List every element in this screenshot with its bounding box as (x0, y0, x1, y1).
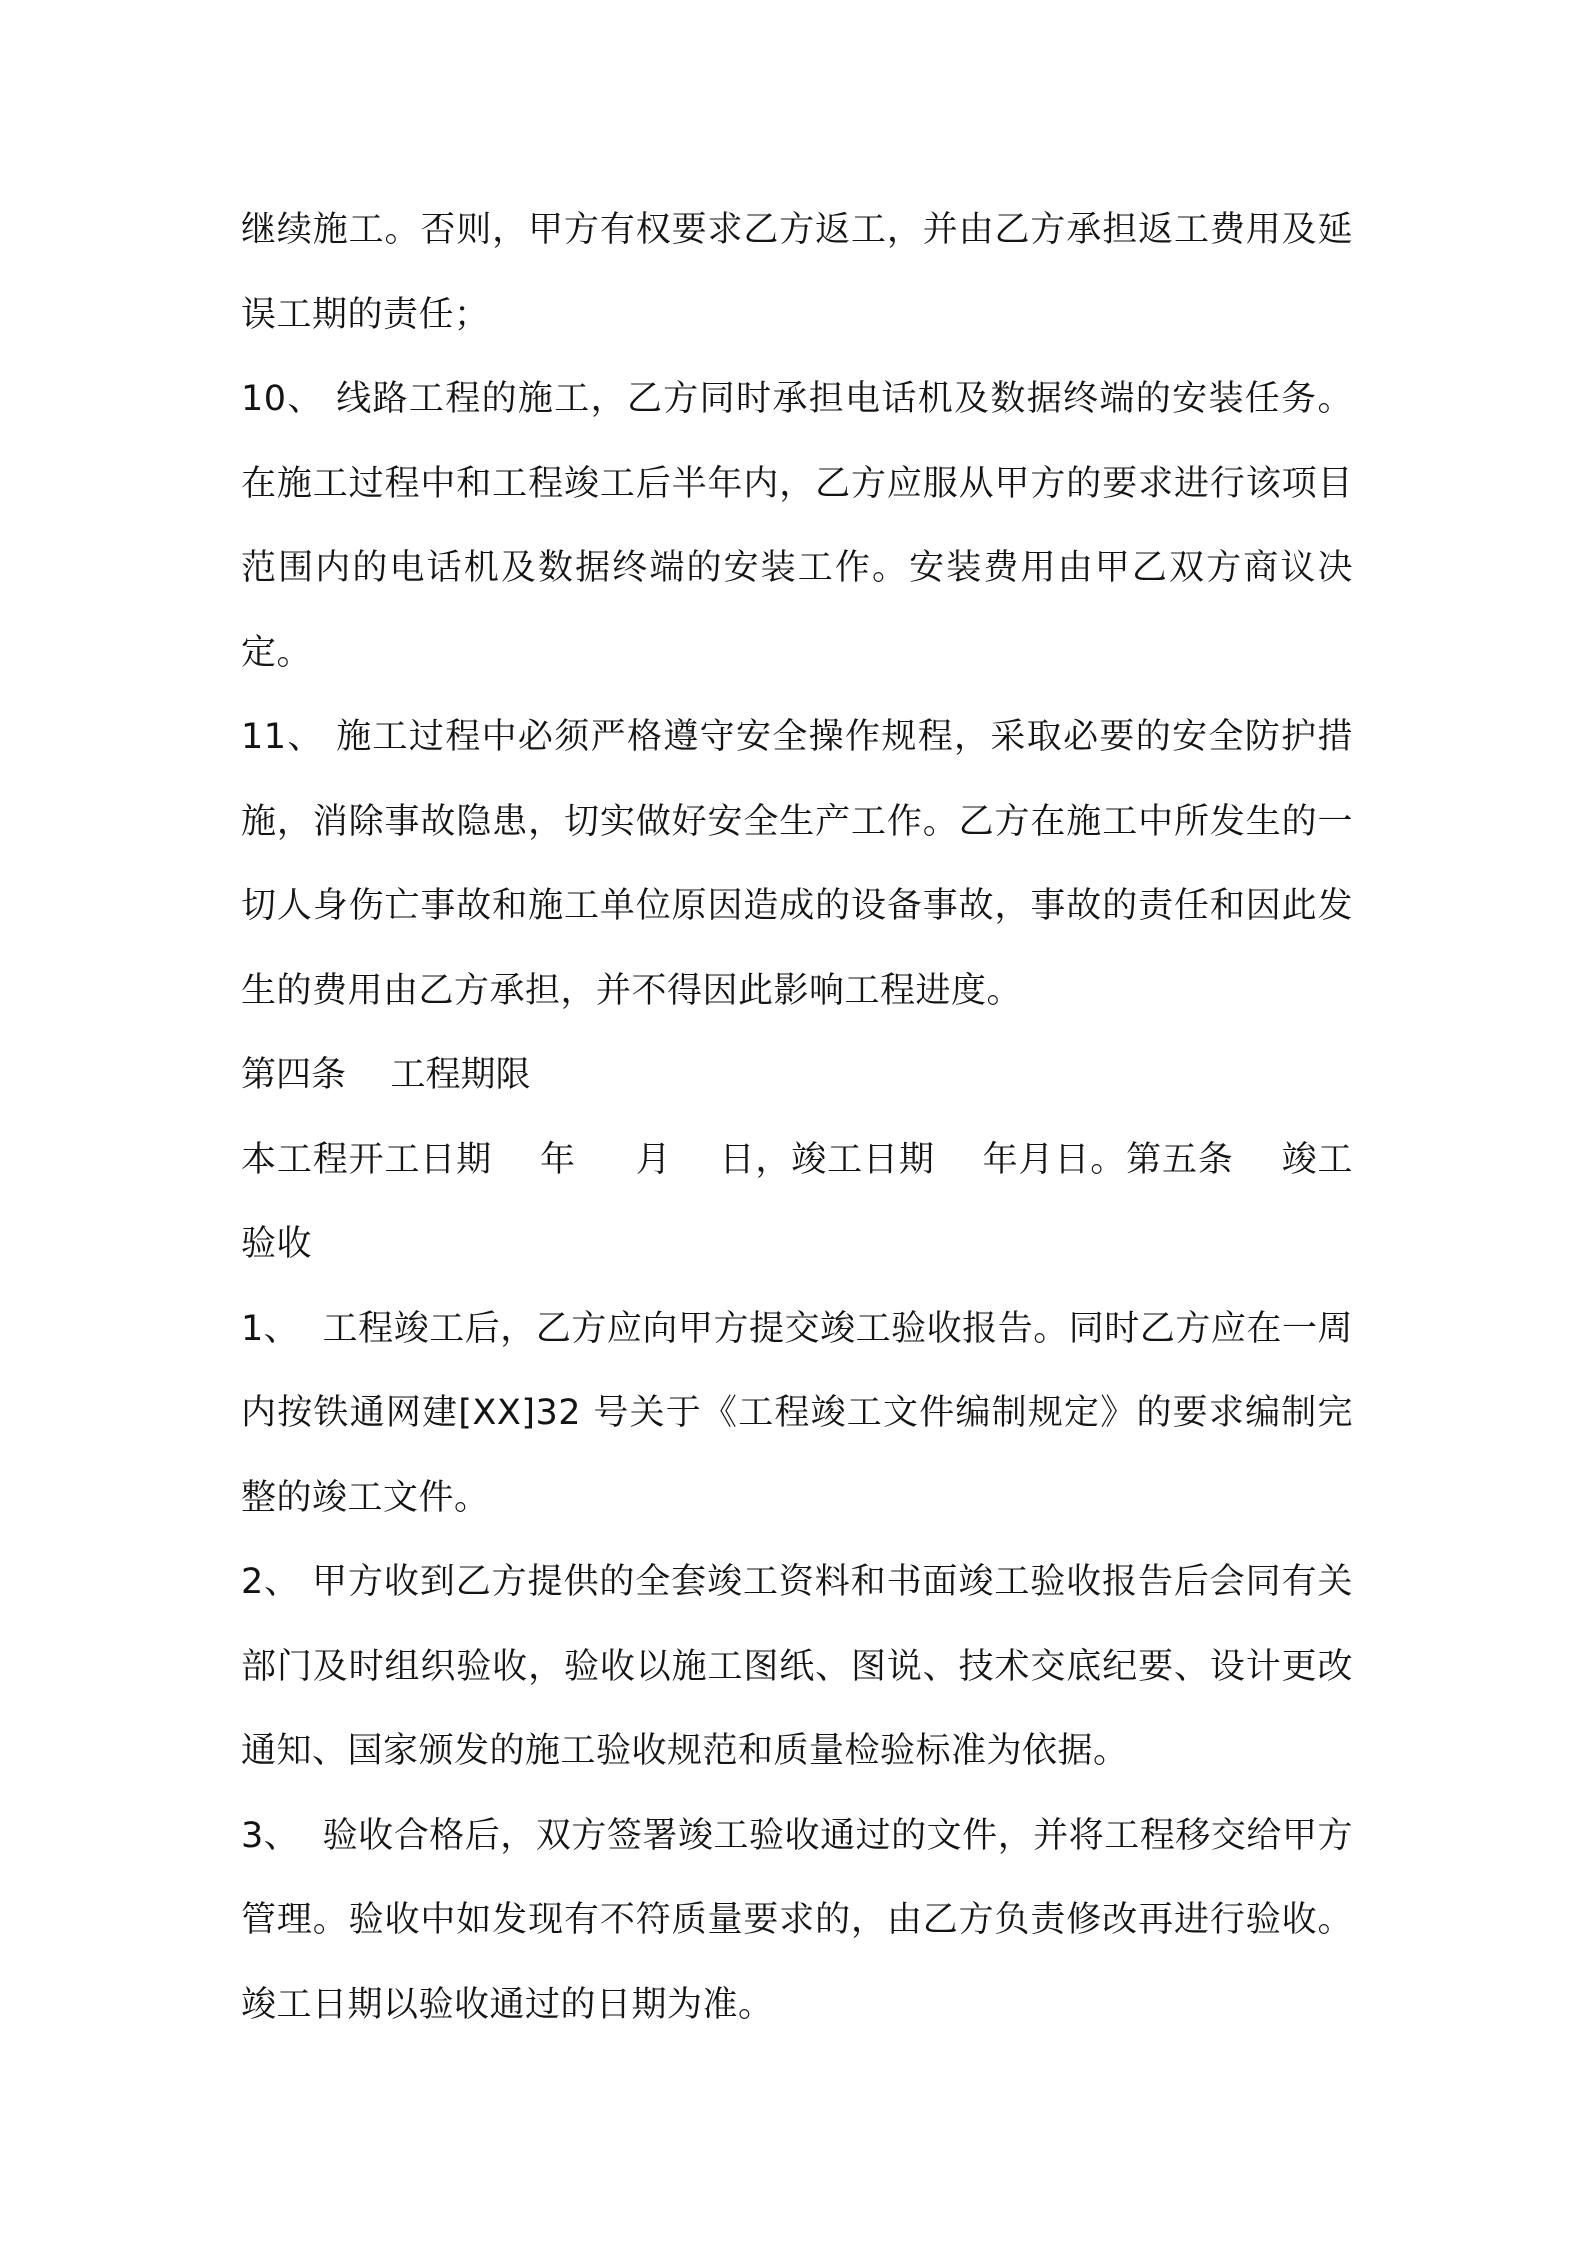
paragraph-item-10: 10、 线路工程的施工，乙方同时承担电话机及数据终端的安装任务。在施工过程中和工程竣工后半年内，乙方应服从甲方的要求进行该项目范围内的电话机及数据终端的安装工作。安装费用由甲乙双方商议决定。 (241, 379, 1353, 673)
paragraph-item-11: 11、 施工过程中必须严格遵守安全操作规程，采取必要的安全防护措施，消除事故隐患，切实做好安全生产工作。乙方在施工中所发生的一切人身伤亡事故和施工单位原因造成的设备事故，事故的责任和因此发生的费用由乙方承担，并不得因此影响工程进度。 (241, 717, 1353, 1011)
paragraph-acceptance-1: 1、 工程竣工后，乙方应向甲方提交竣工验收报告。同时乙方应在一周内按铁通网建[XX]32 号关于《工程竣工文件编制规定》的要求编制完整的竣工文件。 (241, 1308, 1353, 1518)
paragraph-project-dates: 本工程开工日期 年 月 日，竣工日期 年月日。第五条 竣工验收 (241, 1139, 1353, 1264)
article-4-heading: 第四条 工程期限 (241, 1055, 531, 1095)
document-body (241, 188, 1353, 2047)
paragraph-acceptance-3: 3、 验收合格后，双方签署竣工验收通过的文件，并将工程移交给甲方管理。验收中如发现有不符质量要求的，由乙方负责修改再进行验收。竣工日期以验收通过的日期为准。 (241, 1815, 1353, 2025)
paragraph-acceptance-2: 2、 甲方收到乙方提供的全套竣工资料和书面竣工验收报告后会同有关部门及时组织验收，验收以施工图纸、图说、技术交底纪要、设计更改通知、国家颁发的施工验收规范和质量检验标准为依据。 (241, 1562, 1353, 1771)
paragraph-continue-construction: 继续施工。否则，甲方有权要求乙方返工，并由乙方承担返工费用及延误工期的责任； (241, 210, 1353, 335)
